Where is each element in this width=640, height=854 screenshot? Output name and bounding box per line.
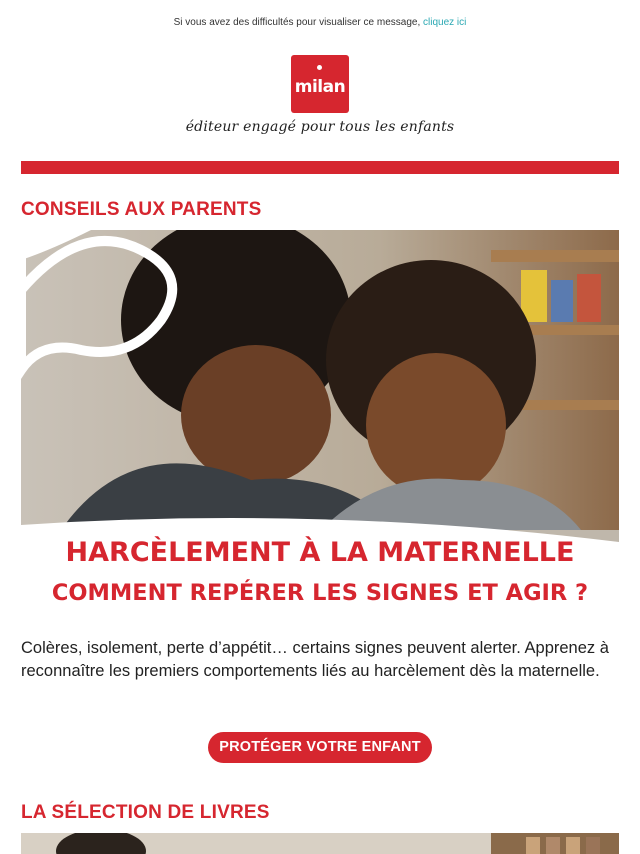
section-title-conseils: CONSEILS AUX PARENTS — [21, 199, 262, 220]
logo-dot-icon — [317, 65, 322, 70]
preheader-text: Si vous avez des difficultés pour visualiser ce message, — [173, 17, 421, 28]
milan-logo[interactable] — [291, 55, 349, 113]
hero-caption-line2: COMMENT REPÉRER LES SIGNES ET AGIR ? — [51, 580, 589, 606]
hero-caption-line1: HARCÈLEMENT À LA MATERNELLE — [65, 537, 575, 568]
logo-block[interactable] — [0, 55, 640, 145]
book-photo-strip — [21, 833, 619, 854]
logo-tagline: éditeur engagé pour tous les enfants — [185, 119, 455, 135]
protect-child-button[interactable]: PROTÉGER VOTRE ENFANT — [208, 732, 432, 763]
section-title-livres: LA SÉLECTION DE LIVRES — [21, 802, 270, 823]
book-selection-image[interactable] — [21, 833, 619, 854]
preheader — [0, 0, 640, 39]
header-divider-bar — [21, 161, 619, 174]
logo-brand-text: milan — [294, 77, 346, 97]
article-description: Colères, isolement, perte d’appétit… certains signes peuvent alerter. Apprenez à reconnaître les premiers comportements liés au harcèlement dès la maternelle. — [21, 639, 609, 680]
view-online-link[interactable]: cliquez ici — [423, 17, 467, 28]
hero-image-harcelement[interactable] — [21, 230, 619, 617]
